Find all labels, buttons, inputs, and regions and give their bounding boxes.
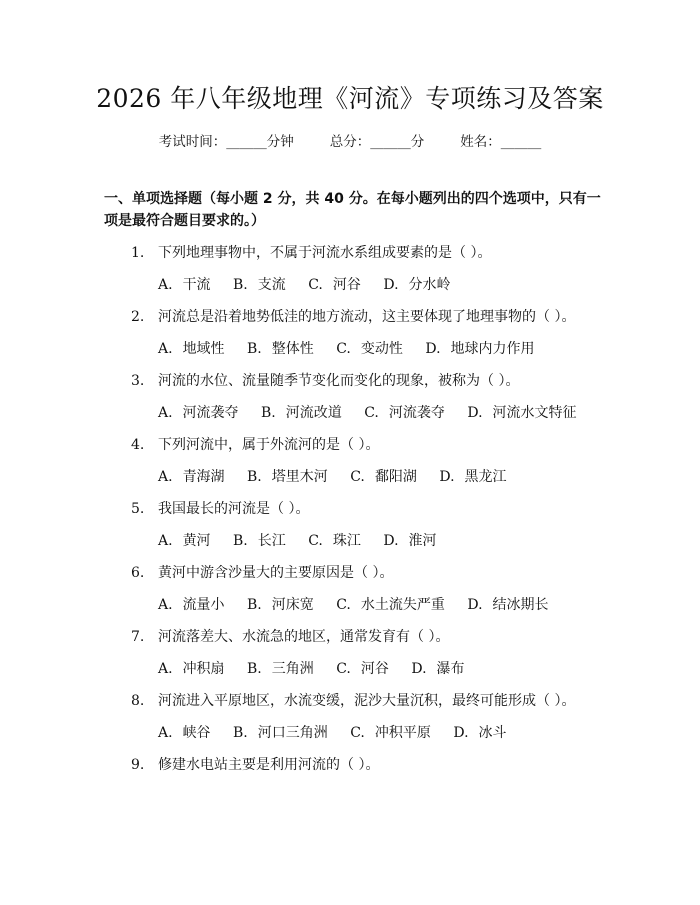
- option-b: B. 支流: [233, 277, 286, 293]
- option-a: A. 冲积扇: [158, 661, 225, 677]
- option-a: A. 峡谷: [158, 725, 211, 741]
- question-text: 修建水电站主要是利用河流的（ ）。: [158, 757, 380, 773]
- option-d: D. 冰斗: [453, 725, 507, 741]
- question-number: 4.: [131, 437, 145, 453]
- exam-score: 总分：______分: [329, 134, 425, 150]
- question-text: 我国最长的河流是（ ）。: [158, 501, 310, 517]
- option-c: C. 冲积平原: [350, 725, 431, 741]
- question-number: 2.: [131, 309, 145, 325]
- option-c: C. 变动性: [336, 341, 403, 357]
- question-6: [131, 563, 611, 583]
- option-a: A. 流量小: [158, 597, 225, 613]
- student-name: 姓名：______: [460, 134, 542, 150]
- option-a: A. 干流: [158, 277, 211, 293]
- question-5: [131, 499, 611, 519]
- option-a: A. 河流袭夺: [158, 405, 239, 421]
- option-b: B. 整体性: [247, 341, 314, 357]
- question-9: [131, 755, 611, 775]
- question-4-options: [158, 467, 618, 487]
- option-b: B. 塔里木河: [247, 469, 328, 485]
- option-c: C. 珠江: [308, 533, 361, 549]
- question-text: 河流落差大、水流急的地区，通常发育有（ ）。: [158, 629, 450, 645]
- question-text: 下列河流中，属于外流河的是（ ）。: [158, 437, 380, 453]
- question-5-options: [158, 531, 618, 551]
- question-number: 8.: [131, 693, 145, 709]
- question-8-options: [158, 723, 618, 743]
- section-heading: 一、单项选择题（每小题 2 分，共 40 分。在每小题列出的四个选项中，只有一项是最符合题目要求的。）: [104, 191, 601, 229]
- question-text: 黄河中游含沙量大的主要原因是（ ）。: [158, 565, 394, 581]
- question-number: 9.: [131, 757, 145, 773]
- question-6-options: [158, 595, 618, 615]
- option-a: A. 青海湖: [158, 469, 225, 485]
- option-d: D. 地球内力作用: [425, 341, 535, 357]
- option-d: D. 分水岭: [383, 277, 451, 293]
- option-d: D. 淮河: [383, 533, 437, 549]
- option-c: C. 鄱阳湖: [350, 469, 417, 485]
- question-3-options: [158, 403, 618, 423]
- question-number: 5.: [131, 501, 145, 517]
- question-text: 河流的水位、流量随季节变化而变化的现象，被称为（ ）。: [158, 373, 520, 389]
- question-3: [131, 371, 611, 391]
- option-b: B. 长江: [233, 533, 286, 549]
- question-2-options: [158, 339, 618, 359]
- question-number: 1.: [131, 245, 145, 261]
- question-8: [131, 691, 611, 711]
- option-d: D. 瀑布: [411, 661, 465, 677]
- question-7: [131, 627, 611, 647]
- question-2: [131, 307, 611, 327]
- option-d: D. 黑龙江: [439, 469, 507, 485]
- question-1: [131, 243, 611, 263]
- option-d: D. 结冰期长: [467, 597, 549, 613]
- question-number: 3.: [131, 373, 145, 389]
- option-b: B. 河流改道: [261, 405, 342, 421]
- option-b: B. 河口三角洲: [233, 725, 328, 741]
- question-number: 7.: [131, 629, 145, 645]
- exam-meta: [0, 132, 700, 152]
- question-1-options: [158, 275, 618, 295]
- question-4: [131, 435, 611, 455]
- option-d: D. 河流水文特征: [467, 405, 577, 421]
- option-c: C. 河谷: [336, 661, 389, 677]
- option-b: B. 三角洲: [247, 661, 314, 677]
- question-text: 下列地理事物中，不属于河流水系组成要素的是（ ）。: [158, 245, 492, 261]
- question-7-options: [158, 659, 618, 679]
- question-text: 河流进入平原地区，水流变缓，泥沙大量沉积，最终可能形成（ ）。: [158, 693, 576, 709]
- question-number: 6.: [131, 565, 145, 581]
- option-c: C. 河谷: [308, 277, 361, 293]
- exam-time: 考试时间：______分钟: [158, 134, 294, 150]
- option-a: A. 地域性: [158, 341, 225, 357]
- option-a: A. 黄河: [158, 533, 211, 549]
- page-title: 2026 年八年级地理《河流》专项练习及答案: [96, 84, 604, 113]
- option-c: C. 河流袭夺: [364, 405, 445, 421]
- question-text: 河流总是沿着地势低洼的地方流动，这主要体现了地理事物的（ ）。: [158, 309, 576, 325]
- option-c: C. 水土流失严重: [336, 597, 445, 613]
- option-b: B. 河床宽: [247, 597, 314, 613]
